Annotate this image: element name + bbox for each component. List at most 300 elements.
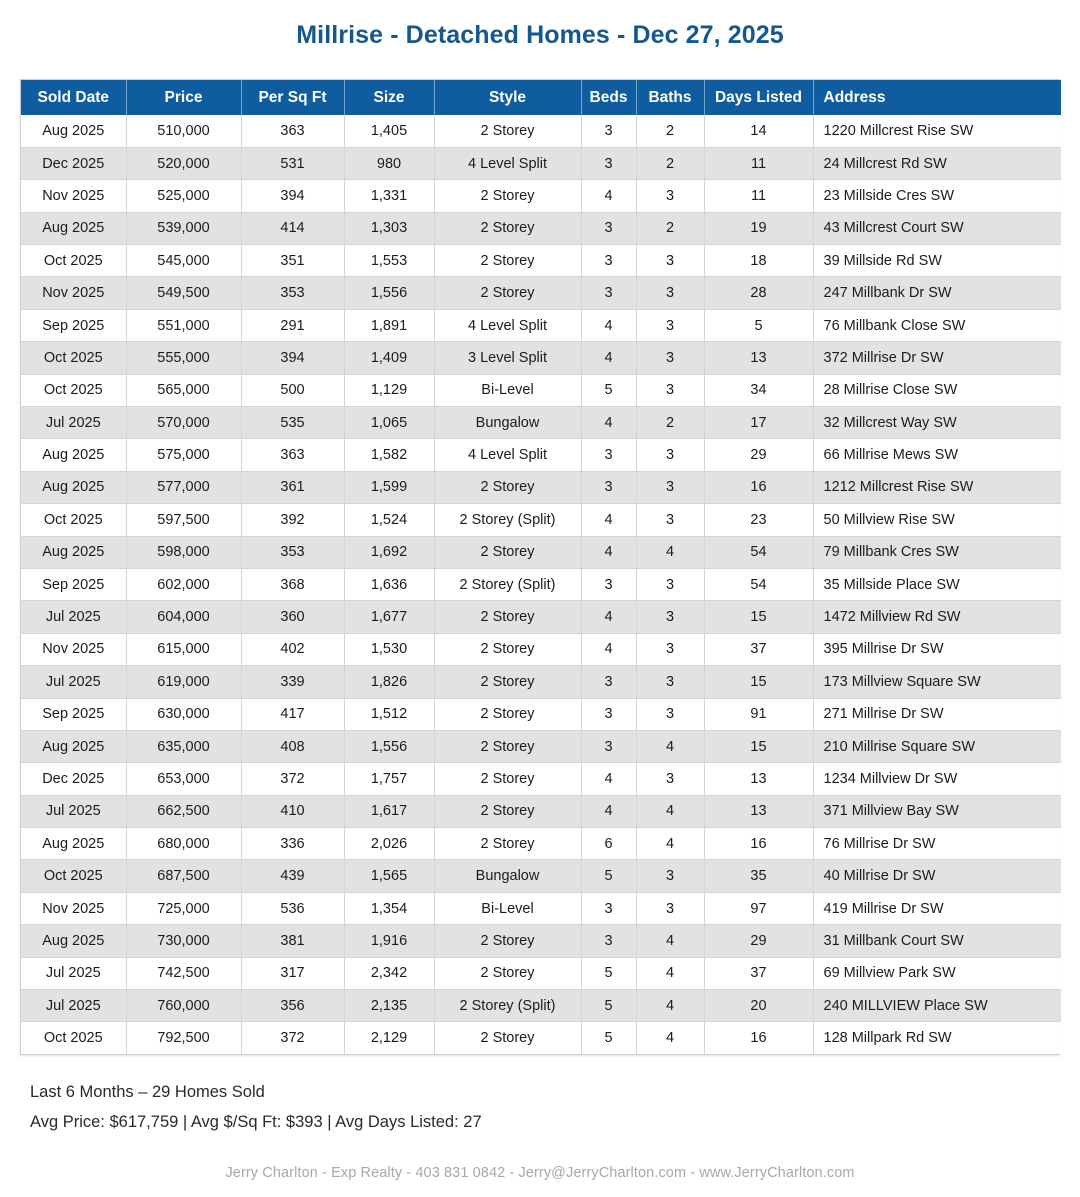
table-row[interactable] (21, 309, 1061, 341)
cell-price: 604,000 (126, 601, 241, 633)
cell-address: 371 Millview Bay SW (813, 795, 1061, 827)
cell-days-listed: 37 (704, 633, 813, 665)
cell-per-sq-ft: 368 (241, 568, 344, 600)
cell-address: 66 Millrise Mews SW (813, 439, 1061, 471)
cell-beds: 3 (581, 568, 636, 600)
cell-style: 2 Storey (434, 795, 581, 827)
summary-averages: Avg Price: $617,759 | Avg $/Sq Ft: $393 | Avg Days Listed: 27 (30, 1113, 482, 1132)
cell-baths: 3 (636, 180, 704, 212)
cell-sold-date: Aug 2025 (21, 730, 126, 762)
cell-address: 31 Millbank Court SW (813, 925, 1061, 957)
cell-address: 23 Millside Cres SW (813, 180, 1061, 212)
cell-sold-date: Jul 2025 (21, 957, 126, 989)
cell-per-sq-ft: 372 (241, 1022, 344, 1054)
cell-days-listed: 28 (704, 277, 813, 309)
cell-style: Bungalow (434, 407, 581, 439)
cell-sold-date: Aug 2025 (21, 828, 126, 860)
cell-style: 2 Storey (434, 601, 581, 633)
cell-price: 545,000 (126, 245, 241, 277)
cell-size: 2,129 (344, 1022, 434, 1054)
cell-sold-date: Aug 2025 (21, 115, 126, 147)
cell-beds: 3 (581, 245, 636, 277)
cell-size: 1,826 (344, 666, 434, 698)
cell-price: 598,000 (126, 536, 241, 568)
cell-baths: 2 (636, 147, 704, 179)
cell-days-listed: 17 (704, 407, 813, 439)
cell-beds: 5 (581, 374, 636, 406)
cell-style: 2 Storey (434, 666, 581, 698)
cell-per-sq-ft: 361 (241, 471, 344, 503)
table-row[interactable] (21, 115, 1061, 147)
cell-days-listed: 54 (704, 536, 813, 568)
cell-address: 173 Millview Square SW (813, 666, 1061, 698)
cell-price: 597,500 (126, 504, 241, 536)
cell-beds: 4 (581, 180, 636, 212)
cell-address: 1220 Millcrest Rise SW (813, 115, 1061, 147)
cell-per-sq-ft: 410 (241, 795, 344, 827)
column-header-style[interactable]: Style (434, 80, 581, 115)
cell-size: 1,891 (344, 309, 434, 341)
cell-style: 2 Storey (434, 1022, 581, 1054)
column-header-sold-date[interactable]: Sold Date (21, 80, 126, 115)
table-row[interactable] (21, 957, 1061, 989)
cell-size: 1,303 (344, 212, 434, 244)
cell-size: 1,524 (344, 504, 434, 536)
summary-homes-sold: Last 6 Months – 29 Homes Sold (30, 1083, 265, 1102)
cell-days-listed: 35 (704, 860, 813, 892)
cell-size: 1,354 (344, 892, 434, 924)
cell-days-listed: 11 (704, 180, 813, 212)
cell-days-listed: 23 (704, 504, 813, 536)
cell-beds: 4 (581, 601, 636, 633)
cell-address: 32 Millcrest Way SW (813, 407, 1061, 439)
table-row[interactable] (21, 374, 1061, 406)
cell-size: 1,692 (344, 536, 434, 568)
table-body (21, 115, 1061, 1054)
cell-sold-date: Nov 2025 (21, 277, 126, 309)
table-row[interactable] (21, 180, 1061, 212)
cell-price: 680,000 (126, 828, 241, 860)
cell-sold-date: Aug 2025 (21, 439, 126, 471)
cell-size: 1,553 (344, 245, 434, 277)
cell-price: 742,500 (126, 957, 241, 989)
cell-price: 555,000 (126, 342, 241, 374)
cell-days-listed: 20 (704, 990, 813, 1022)
cell-style: 2 Storey (434, 925, 581, 957)
cell-beds: 4 (581, 536, 636, 568)
cell-baths: 2 (636, 407, 704, 439)
cell-size: 1,530 (344, 633, 434, 665)
cell-beds: 3 (581, 698, 636, 730)
cell-beds: 3 (581, 212, 636, 244)
cell-per-sq-ft: 353 (241, 277, 344, 309)
table-row[interactable] (21, 633, 1061, 665)
cell-price: 525,000 (126, 180, 241, 212)
cell-address: 43 Millcrest Court SW (813, 212, 1061, 244)
cell-per-sq-ft: 500 (241, 374, 344, 406)
cell-per-sq-ft: 531 (241, 147, 344, 179)
sales-table (21, 80, 1061, 1054)
cell-style: 2 Storey (434, 471, 581, 503)
cell-sold-date: Dec 2025 (21, 147, 126, 179)
cell-address: 24 Millcrest Rd SW (813, 147, 1061, 179)
cell-per-sq-ft: 339 (241, 666, 344, 698)
cell-size: 1,636 (344, 568, 434, 600)
cell-address: 76 Millrise Dr SW (813, 828, 1061, 860)
cell-baths: 4 (636, 1022, 704, 1054)
table-row[interactable] (21, 990, 1061, 1022)
cell-baths: 3 (636, 763, 704, 795)
cell-days-listed: 19 (704, 212, 813, 244)
table-row[interactable] (21, 568, 1061, 600)
cell-sold-date: Sep 2025 (21, 698, 126, 730)
cell-price: 730,000 (126, 925, 241, 957)
cell-days-listed: 15 (704, 730, 813, 762)
cell-beds: 6 (581, 828, 636, 860)
table-header (21, 80, 1061, 115)
cell-address: 1212 Millcrest Rise SW (813, 471, 1061, 503)
cell-style: 4 Level Split (434, 147, 581, 179)
cell-style: 2 Storey (434, 277, 581, 309)
cell-style: 2 Storey (434, 730, 581, 762)
cell-per-sq-ft: 536 (241, 892, 344, 924)
cell-baths: 3 (636, 633, 704, 665)
cell-days-listed: 15 (704, 601, 813, 633)
cell-days-listed: 14 (704, 115, 813, 147)
cell-days-listed: 18 (704, 245, 813, 277)
cell-baths: 4 (636, 730, 704, 762)
cell-address: 210 Millrise Square SW (813, 730, 1061, 762)
cell-sold-date: Oct 2025 (21, 374, 126, 406)
cell-per-sq-ft: 291 (241, 309, 344, 341)
table-row[interactable] (21, 407, 1061, 439)
cell-address: 372 Millrise Dr SW (813, 342, 1061, 374)
cell-sold-date: Sep 2025 (21, 309, 126, 341)
table-row[interactable] (21, 666, 1061, 698)
cell-style: 2 Storey (434, 115, 581, 147)
cell-price: 687,500 (126, 860, 241, 892)
cell-baths: 3 (636, 374, 704, 406)
cell-sold-date: Oct 2025 (21, 1022, 126, 1054)
cell-beds: 4 (581, 633, 636, 665)
cell-sold-date: Sep 2025 (21, 568, 126, 600)
column-header-per-sq-ft[interactable]: Per Sq Ft (241, 80, 344, 115)
cell-sold-date: Aug 2025 (21, 471, 126, 503)
cell-beds: 3 (581, 666, 636, 698)
cell-price: 602,000 (126, 568, 241, 600)
cell-days-listed: 16 (704, 1022, 813, 1054)
table-row[interactable] (21, 795, 1061, 827)
table-row[interactable] (21, 245, 1061, 277)
cell-beds: 4 (581, 504, 636, 536)
cell-per-sq-ft: 317 (241, 957, 344, 989)
cell-style: 2 Storey (434, 180, 581, 212)
table-row[interactable] (21, 892, 1061, 924)
table-row[interactable] (21, 925, 1061, 957)
cell-per-sq-ft: 363 (241, 115, 344, 147)
cell-beds: 3 (581, 147, 636, 179)
cell-sold-date: Jul 2025 (21, 601, 126, 633)
cell-price: 619,000 (126, 666, 241, 698)
cell-days-listed: 13 (704, 795, 813, 827)
column-header-price[interactable]: Price (126, 80, 241, 115)
table-row[interactable] (21, 698, 1061, 730)
cell-size: 1,617 (344, 795, 434, 827)
cell-days-listed: 5 (704, 309, 813, 341)
table-row[interactable] (21, 763, 1061, 795)
cell-size: 1,065 (344, 407, 434, 439)
cell-style: 3 Level Split (434, 342, 581, 374)
cell-size: 2,342 (344, 957, 434, 989)
cell-price: 575,000 (126, 439, 241, 471)
cell-baths: 2 (636, 115, 704, 147)
cell-per-sq-ft: 414 (241, 212, 344, 244)
cell-sold-date: Aug 2025 (21, 536, 126, 568)
table-row[interactable] (21, 439, 1061, 471)
cell-days-listed: 16 (704, 828, 813, 860)
column-header-beds[interactable]: Beds (581, 80, 636, 115)
cell-per-sq-ft: 353 (241, 536, 344, 568)
table-row[interactable] (21, 212, 1061, 244)
cell-sold-date: Jul 2025 (21, 666, 126, 698)
cell-baths: 3 (636, 471, 704, 503)
cell-size: 1,599 (344, 471, 434, 503)
cell-size: 1,677 (344, 601, 434, 633)
cell-sold-date: Jul 2025 (21, 795, 126, 827)
table-row[interactable] (21, 277, 1061, 309)
cell-sold-date: Oct 2025 (21, 504, 126, 536)
cell-beds: 5 (581, 1022, 636, 1054)
cell-per-sq-ft: 372 (241, 763, 344, 795)
table-row[interactable] (21, 342, 1061, 374)
cell-address: 271 Millrise Dr SW (813, 698, 1061, 730)
table-row[interactable] (21, 730, 1061, 762)
cell-baths: 4 (636, 990, 704, 1022)
cell-per-sq-ft: 535 (241, 407, 344, 439)
cell-price: 662,500 (126, 795, 241, 827)
cell-price: 653,000 (126, 763, 241, 795)
cell-size: 1,409 (344, 342, 434, 374)
cell-per-sq-ft: 394 (241, 342, 344, 374)
cell-beds: 3 (581, 730, 636, 762)
cell-per-sq-ft: 408 (241, 730, 344, 762)
cell-baths: 4 (636, 828, 704, 860)
cell-style: 2 Storey (Split) (434, 568, 581, 600)
cell-baths: 4 (636, 925, 704, 957)
cell-style: 4 Level Split (434, 439, 581, 471)
cell-baths: 4 (636, 536, 704, 568)
cell-days-listed: 29 (704, 439, 813, 471)
cell-size: 1,565 (344, 860, 434, 892)
cell-beds: 3 (581, 925, 636, 957)
cell-baths: 2 (636, 212, 704, 244)
cell-size: 1,405 (344, 115, 434, 147)
cell-address: 1234 Millview Dr SW (813, 763, 1061, 795)
table-row[interactable] (21, 536, 1061, 568)
cell-price: 760,000 (126, 990, 241, 1022)
cell-baths: 3 (636, 666, 704, 698)
cell-address: 247 Millbank Dr SW (813, 277, 1061, 309)
cell-beds: 4 (581, 763, 636, 795)
cell-baths: 3 (636, 342, 704, 374)
cell-sold-date: Aug 2025 (21, 212, 126, 244)
cell-days-listed: 13 (704, 763, 813, 795)
cell-address: 28 Millrise Close SW (813, 374, 1061, 406)
cell-size: 1,582 (344, 439, 434, 471)
cell-beds: 3 (581, 439, 636, 471)
column-header-size[interactable]: Size (344, 80, 434, 115)
cell-per-sq-ft: 336 (241, 828, 344, 860)
cell-days-listed: 54 (704, 568, 813, 600)
cell-beds: 3 (581, 471, 636, 503)
cell-beds: 5 (581, 957, 636, 989)
cell-address: 40 Millrise Dr SW (813, 860, 1061, 892)
cell-price: 539,000 (126, 212, 241, 244)
cell-sold-date: Oct 2025 (21, 245, 126, 277)
cell-style: 2 Storey (Split) (434, 990, 581, 1022)
cell-size: 980 (344, 147, 434, 179)
cell-sold-date: Oct 2025 (21, 860, 126, 892)
column-header-days-listed[interactable]: Days Listed (704, 80, 813, 115)
cell-size: 1,916 (344, 925, 434, 957)
cell-price: 549,500 (126, 277, 241, 309)
cell-size: 2,026 (344, 828, 434, 860)
cell-address: 79 Millbank Cres SW (813, 536, 1061, 568)
cell-style: 2 Storey (434, 245, 581, 277)
cell-size: 1,331 (344, 180, 434, 212)
cell-per-sq-ft: 360 (241, 601, 344, 633)
cell-sold-date: Jul 2025 (21, 990, 126, 1022)
cell-address: 39 Millside Rd SW (813, 245, 1061, 277)
cell-size: 1,556 (344, 730, 434, 762)
sales-table-container (20, 79, 1060, 1055)
table-row[interactable] (21, 828, 1061, 860)
cell-days-listed: 97 (704, 892, 813, 924)
cell-beds: 4 (581, 342, 636, 374)
cell-per-sq-ft: 351 (241, 245, 344, 277)
cell-address: 69 Millview Park SW (813, 957, 1061, 989)
cell-size: 1,512 (344, 698, 434, 730)
cell-per-sq-ft: 439 (241, 860, 344, 892)
table-row[interactable] (21, 860, 1061, 892)
cell-sold-date: Nov 2025 (21, 633, 126, 665)
cell-address: 35 Millside Place SW (813, 568, 1061, 600)
column-header-baths[interactable]: Baths (636, 80, 704, 115)
table-row[interactable] (21, 147, 1061, 179)
cell-price: 510,000 (126, 115, 241, 147)
cell-beds: 3 (581, 892, 636, 924)
cell-sold-date: Oct 2025 (21, 342, 126, 374)
cell-address: 419 Millrise Dr SW (813, 892, 1061, 924)
cell-baths: 3 (636, 277, 704, 309)
cell-per-sq-ft: 417 (241, 698, 344, 730)
cell-size: 2,135 (344, 990, 434, 1022)
cell-price: 630,000 (126, 698, 241, 730)
cell-days-listed: 29 (704, 925, 813, 957)
cell-sold-date: Aug 2025 (21, 925, 126, 957)
cell-style: 2 Storey (434, 957, 581, 989)
cell-days-listed: 37 (704, 957, 813, 989)
cell-days-listed: 34 (704, 374, 813, 406)
cell-sold-date: Jul 2025 (21, 407, 126, 439)
cell-style: 2 Storey (Split) (434, 504, 581, 536)
table-row[interactable] (21, 471, 1061, 503)
cell-baths: 4 (636, 957, 704, 989)
cell-beds: 4 (581, 795, 636, 827)
table-row[interactable] (21, 601, 1061, 633)
cell-per-sq-ft: 356 (241, 990, 344, 1022)
table-row[interactable] (21, 1022, 1061, 1054)
cell-sold-date: Nov 2025 (21, 892, 126, 924)
cell-days-listed: 16 (704, 471, 813, 503)
cell-style: 2 Storey (434, 212, 581, 244)
cell-days-listed: 15 (704, 666, 813, 698)
table-row[interactable] (21, 504, 1061, 536)
cell-address: 50 Millview Rise SW (813, 504, 1061, 536)
agent-credit-line: Jerry Charlton - Exp Realty - 403 831 0842 - Jerry@JerryCharlton.com - www.JerryCharlton.com (225, 1165, 855, 1182)
cell-baths: 3 (636, 892, 704, 924)
cell-style: 2 Storey (434, 763, 581, 795)
cell-baths: 3 (636, 309, 704, 341)
cell-baths: 3 (636, 568, 704, 600)
cell-days-listed: 11 (704, 147, 813, 179)
cell-style: 2 Storey (434, 828, 581, 860)
cell-sold-date: Dec 2025 (21, 763, 126, 795)
cell-size: 1,129 (344, 374, 434, 406)
cell-price: 565,000 (126, 374, 241, 406)
cell-beds: 4 (581, 407, 636, 439)
cell-per-sq-ft: 394 (241, 180, 344, 212)
cell-address: 240 MILLVIEW Place SW (813, 990, 1061, 1022)
cell-beds: 4 (581, 309, 636, 341)
cell-beds: 5 (581, 990, 636, 1022)
cell-size: 1,556 (344, 277, 434, 309)
cell-price: 577,000 (126, 471, 241, 503)
cell-baths: 3 (636, 245, 704, 277)
cell-style: Bi-Level (434, 374, 581, 406)
cell-beds: 3 (581, 115, 636, 147)
cell-style: 2 Storey (434, 633, 581, 665)
cell-baths: 3 (636, 504, 704, 536)
cell-days-listed: 13 (704, 342, 813, 374)
cell-beds: 3 (581, 277, 636, 309)
summary-block (30, 1077, 1080, 1137)
cell-baths: 4 (636, 795, 704, 827)
cell-per-sq-ft: 363 (241, 439, 344, 471)
cell-per-sq-ft: 402 (241, 633, 344, 665)
table-header-row (21, 80, 1061, 115)
cell-price: 615,000 (126, 633, 241, 665)
cell-style: 4 Level Split (434, 309, 581, 341)
cell-baths: 3 (636, 860, 704, 892)
cell-price: 520,000 (126, 147, 241, 179)
cell-per-sq-ft: 381 (241, 925, 344, 957)
cell-baths: 3 (636, 439, 704, 471)
cell-address: 76 Millbank Close SW (813, 309, 1061, 341)
cell-sold-date: Nov 2025 (21, 180, 126, 212)
cell-style: Bungalow (434, 860, 581, 892)
cell-beds: 5 (581, 860, 636, 892)
page-title: Millrise - Detached Homes - Dec 27, 2025 (296, 21, 784, 49)
cell-per-sq-ft: 392 (241, 504, 344, 536)
cell-days-listed: 91 (704, 698, 813, 730)
cell-baths: 3 (636, 698, 704, 730)
cell-style: 2 Storey (434, 698, 581, 730)
column-header-address[interactable]: Address (813, 80, 1061, 115)
cell-style: 2 Storey (434, 536, 581, 568)
cell-price: 635,000 (126, 730, 241, 762)
cell-address: 395 Millrise Dr SW (813, 633, 1061, 665)
